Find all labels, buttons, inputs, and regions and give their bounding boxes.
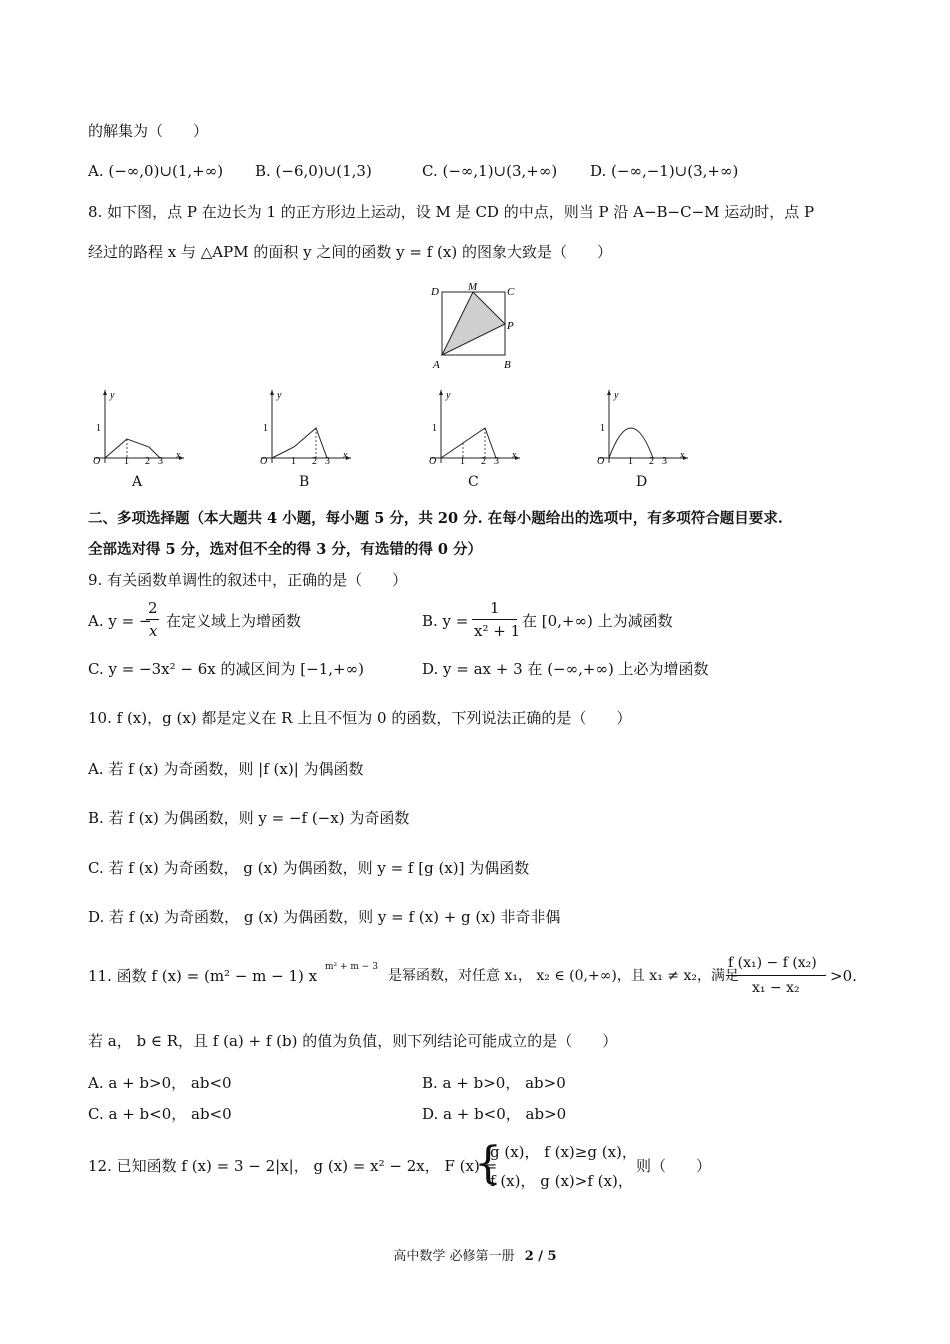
label-c: C (507, 286, 515, 298)
q11-option-d: D. a + b<0， ab>0 (422, 1105, 567, 1123)
q11-option-b: B. a + b>0， ab>0 (422, 1074, 566, 1092)
square-figure (425, 280, 525, 372)
svg-text:O: O (260, 456, 268, 467)
q9-option-c: C. y = −3x² − 6x 的减区间为 [−1,+∞) (88, 660, 364, 678)
graph-a (88, 385, 188, 467)
svg-text:y: y (446, 390, 451, 401)
graph-c-curve (441, 428, 496, 458)
label-a: A (433, 359, 440, 371)
graph-c-label: C (468, 474, 479, 490)
q7-option-b: B. (−6,0)∪(1,3) (255, 162, 372, 180)
svg-text:1: 1 (291, 456, 296, 467)
q12-brace: { (474, 1138, 502, 1189)
q10-option-c: C. 若 f (x) 为奇函数， g (x) 为偶函数，则 y = f [g (x)] 为偶函数 (88, 859, 530, 877)
q9-option-d: D. y = ax + 3 在 (−∞,+∞) 上必为增函数 (422, 660, 709, 678)
svg-text:1: 1 (96, 423, 101, 434)
q11-option-c: C. a + b<0， ab<0 (88, 1105, 232, 1123)
section-2-line-1: 二、多项选择题（本大题共 4 小题，每小题 5 分，共 20 分. 在每小题给出的选项中，有多项符合题目要求. (88, 510, 783, 527)
label-m: M (468, 281, 478, 293)
svg-text:1: 1 (263, 423, 268, 434)
q7-option-c: C. (−∞,1)∪(3,+∞) (422, 162, 558, 180)
graph-b-label: B (299, 474, 310, 490)
label-p: P (507, 320, 514, 332)
svg-text:1: 1 (600, 423, 605, 434)
svg-text:y: y (614, 390, 619, 401)
q11-line-2: 若 a， b ∈ R，且 f (a) + f (b) 的值为负值，则下列结论可能成立的是（ ） (88, 1032, 618, 1050)
svg-text:2: 2 (145, 456, 150, 467)
svg-text:1: 1 (124, 456, 129, 467)
triangle-apm (442, 292, 505, 355)
graph-d-curve (609, 428, 653, 458)
section-2-line-2: 全部选对得 5 分，选对但不全的得 3 分，有选错的得 0 分） (88, 541, 483, 558)
q7-option-d: D. (−∞,−1)∪(3,+∞) (590, 162, 739, 180)
svg-text:3: 3 (158, 456, 163, 467)
svg-text:x: x (176, 450, 181, 461)
svg-text:1: 1 (628, 456, 633, 467)
svg-text:x: x (343, 450, 348, 461)
label-b: B (504, 359, 511, 371)
svg-text:y: y (110, 390, 115, 401)
footer-page: 2 / 5 (524, 1249, 557, 1264)
graph-d-label: D (636, 474, 648, 490)
q11-option-a: A. a + b>0， ab<0 (88, 1074, 232, 1092)
label-d: D (431, 286, 439, 298)
footer-book: 高中数学 必修第一册 (393, 1249, 515, 1264)
svg-text:O: O (429, 456, 437, 467)
q8-line-1: 8. 如下图，点 P 在边长为 1 的正方形边上运动，设 M 是 CD 的中点，则当 P 沿 A−B−C−M 运动时，点 P (88, 203, 815, 221)
q9-stem: 9. 有关函数单调性的叙述中，正确的是（ ） (88, 571, 408, 589)
svg-text:1: 1 (460, 456, 465, 467)
svg-text:2: 2 (481, 456, 486, 467)
svg-text:3: 3 (494, 456, 499, 467)
q8-line-2: 经过的路程 x 与 △APM 的面积 y 之间的函数 y = f (x) 的图象大致是（ ） (88, 243, 612, 261)
svg-text:2: 2 (649, 456, 654, 467)
svg-text:1: 1 (432, 423, 437, 434)
q10-option-d: D. 若 f (x) 为奇函数， g (x) 为偶函数，则 y = f (x) + g (x) 非奇非偶 (88, 908, 561, 926)
svg-text:O: O (597, 456, 605, 467)
svg-text:O: O (93, 456, 101, 467)
svg-text:3: 3 (662, 456, 667, 467)
graph-d (592, 385, 692, 467)
graph-b (255, 385, 355, 467)
svg-text:3: 3 (325, 456, 330, 467)
svg-text:x: x (680, 450, 685, 461)
q10-option-a: A. 若 f (x) 为奇函数，则 |f (x)| 为偶函数 (88, 760, 364, 778)
graph-a-curve (105, 439, 160, 458)
q10-stem: 10. f (x)，g (x) 都是定义在 R 上且不恒为 0 的函数，下列说法正确的是（ ） (88, 709, 632, 727)
svg-text:y: y (277, 390, 282, 401)
graph-b-curve (272, 428, 327, 458)
svg-text:2: 2 (312, 456, 317, 467)
graph-c (424, 385, 524, 467)
q7-tail: 的解集为（ ） (88, 122, 209, 140)
q11-line-1: 11. 函数 f (x) = (m² − m − 1) x m² + m − 3 是幂函数，对任意 x₁， x₂ ∈ (0,+∞)，且 x₁ ≠ x₂，满足 f (x₁) − f (x₂) x₁ − x₂ >0. (88, 955, 857, 996)
q12-line: 12. 已知函数 f (x) = 3 − 2|x|， g (x) = x² − 2x， F (x) = { g (x)， f (x)≥g (x)， f (x)， g (x)>f (x)， 则（ ） (88, 1138, 712, 1190)
q10-option-b: B. 若 f (x) 为偶函数，则 y = −f (−x) 为奇函数 (88, 809, 410, 827)
graph-a-label: A (132, 474, 143, 490)
page-footer (0, 1245, 950, 1264)
svg-text:x: x (512, 450, 517, 461)
q7-option-a: A. (−∞,0)∪(1,+∞) (88, 162, 224, 180)
